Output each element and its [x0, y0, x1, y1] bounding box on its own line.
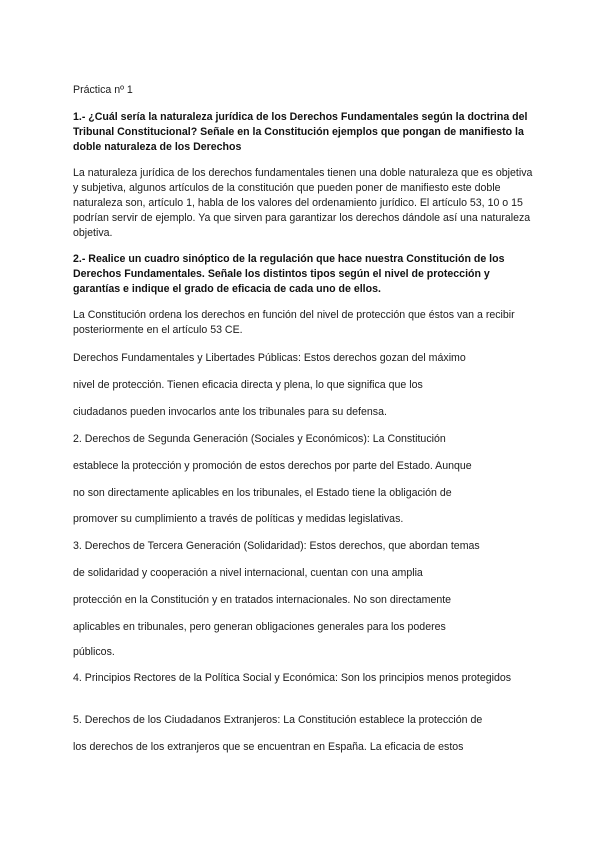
text-line: de solidaridad y cooperación a nivel internacional, cuentan con una amplia — [73, 567, 423, 579]
text-line: promover su cumplimiento a través de políticas y medidas legislativas. — [73, 513, 404, 525]
page-title: Práctica nº 1 — [73, 84, 133, 96]
question-1: 1.- ¿Cuál sería la naturaleza jurídica de los Derechos Fundamentales según la doctrina del Tribunal Constitucional? Señale en la Constitución ejemplos que pongan de manifiesto la doble naturaleza de los Derechos — [73, 111, 528, 153]
text-line: 3. Derechos de Tercera Generación (Solidaridad): Estos derechos, que abordan temas — [73, 540, 480, 552]
item-4: 4. Principios Rectores de la Política Social y Económica: Son los principios menos protegidos — [73, 672, 512, 684]
text-line: Derechos Fundamentales y Libertades Públicas: Estos derechos gozan del máximo — [73, 352, 466, 364]
text-line: 2. Derechos de Segunda Generación (Sociales y Económicos): La Constitución — [73, 433, 446, 445]
text-line: nivel de protección. Tienen eficacia directa y plena, lo que significa que los — [73, 379, 423, 391]
text-line: no son directamente aplicables en los tribunales, el Estado tiene la obligación de — [73, 487, 452, 499]
text-line: los derechos de los extranjeros que se encuentran en España. La eficacia de estos — [73, 741, 464, 753]
question-2: 2.- Realice un cuadro sinóptico de la regulación que hace nuestra Constitución de los Derechos Fundamentales. Señale los distintos tipos según el nivel de protección y garantías e indique el grado de eficacia de cada uno de ellos. — [73, 253, 505, 295]
text-line: 5. Derechos de los Ciudadanos Extranjeros: La Constitución establece la protección de — [73, 714, 483, 726]
text-line: protección en la Constitución y en tratados internacionales. No son directamente — [73, 594, 452, 606]
text-line: aplicables en tribunales, pero generan obligaciones generales para los poderes — [73, 621, 446, 633]
answer-1: La naturaleza jurídica de los derechos fundamentales tienen una doble naturaleza que es objetiva y subjetiva, algunos artículos de la constitución que pueden poner de manifiesto este doble naturaleza son, artículo 1, habla de los valores del ordenamiento jurídico. El artículo 53, 10 o 15 podrían servir de ejemplo. Ya que sirven para garantizar los derechos dándole así una naturaleza objetiva. — [73, 167, 533, 239]
text-line: establece la protección y promoción de estos derechos por parte del Estado. Aunque — [73, 460, 472, 472]
text-line: públicos. — [73, 646, 115, 658]
text-line: ciudadanos pueden invocarlos ante los tribunales para su defensa. — [73, 406, 387, 418]
intro-2: La Constitución ordena los derechos en función del nivel de protección que éstos van a recibir posteriormente en el artículo 53 CE. — [73, 309, 515, 336]
